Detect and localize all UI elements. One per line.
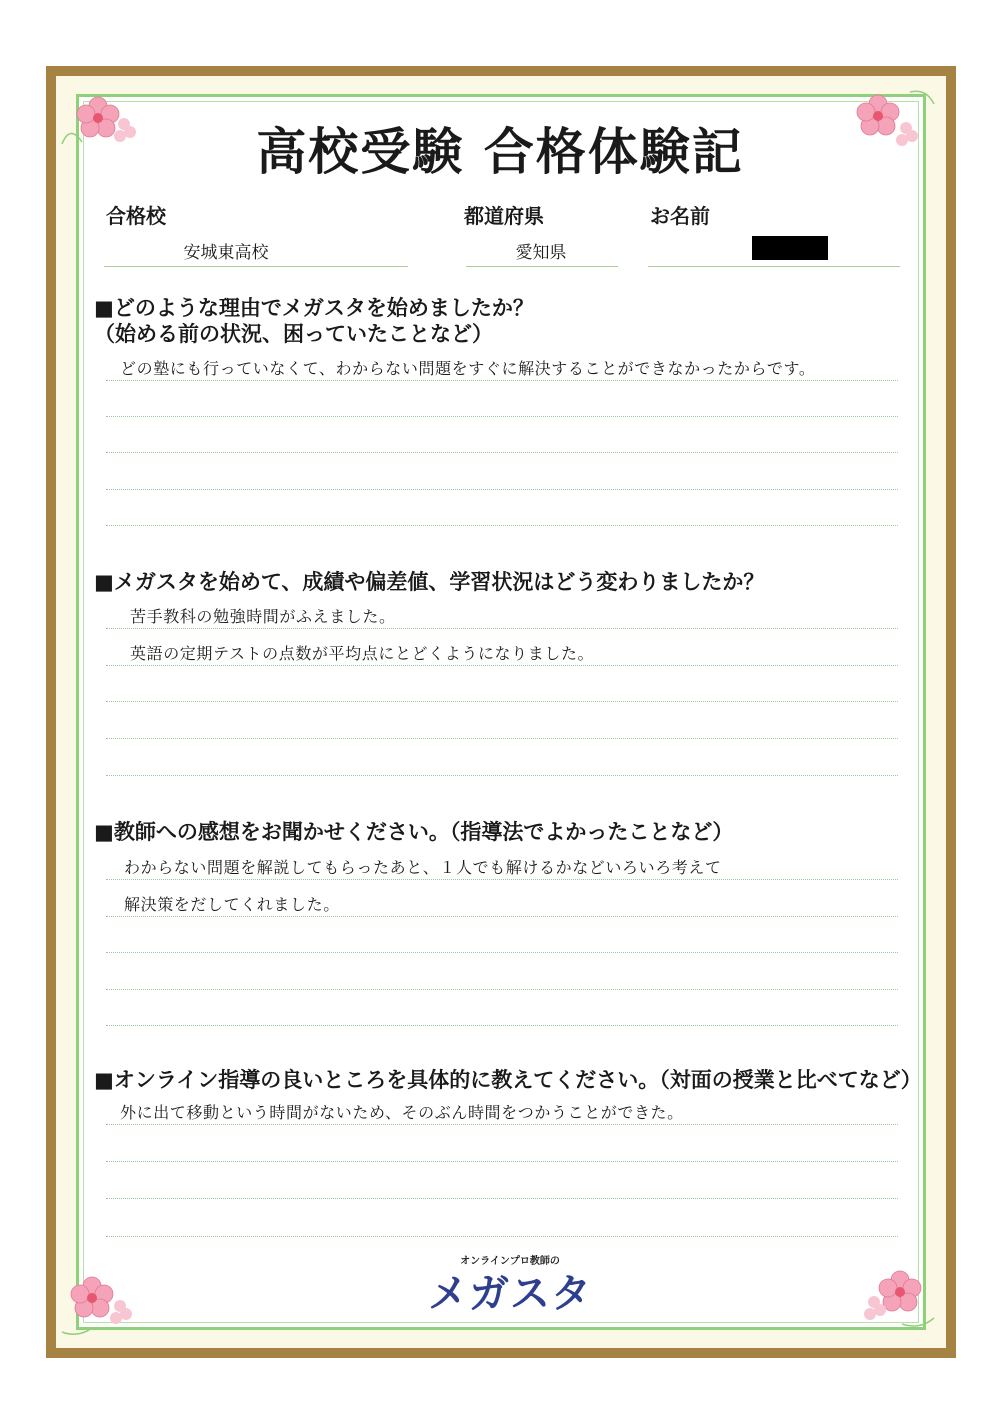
answer-line [106, 380, 898, 381]
school-label: 合格校 [106, 204, 166, 228]
answer-line [106, 628, 898, 629]
prefecture-underline [466, 266, 618, 267]
megasta-logo: メガスタ [428, 1271, 592, 1317]
answer-line [106, 916, 898, 917]
answer-line [106, 489, 898, 490]
answer-line [106, 1025, 898, 1026]
question-1-title: ■どのような理由でメガスタを始めましたか？ [94, 295, 534, 320]
logo-subtitle: オンラインプロ教師の [460, 1256, 560, 1267]
answer-line [106, 1161, 898, 1162]
cherry-blossom-icon [850, 1254, 940, 1334]
answer-2-line-1: 苦手教科の勉強時間がふえました。 [130, 607, 396, 626]
question-4-title: ■オンライン指導の良いところを具体的に教えてください。（対面の授業と比べてなど） [94, 1067, 922, 1092]
page-title: 高校受験 合格体験記 [256, 122, 744, 181]
prefecture-label: 都道府県 [464, 204, 544, 228]
answer-line [106, 701, 898, 702]
answer-line [106, 1124, 898, 1125]
answer-line [106, 1198, 898, 1199]
answer-line [106, 952, 898, 953]
answer-3-line-1: わからない問題を解説してもらったあと、１人でも解けるかなどいろいろ考えて [124, 858, 722, 877]
answer-line [106, 879, 898, 880]
name-underline [648, 266, 900, 267]
answer-4-line-1: 外に出て移動という時間がないため、そのぶん時間をつかうことができた。 [120, 1103, 684, 1122]
answer-line [106, 738, 898, 739]
answer-line [106, 1236, 898, 1237]
answer-2-line-2: 英語の定期テストの点数が平均点にとどくようになりました。 [130, 644, 595, 663]
answer-line [106, 989, 898, 990]
question-2-title: ■メガスタを始めて、成績や偏差値、学習状況はどう変わりましたか？ [94, 569, 765, 594]
answer-line [106, 525, 898, 526]
inner-border [76, 94, 926, 1330]
question-1-subtitle: （始める前の状況、困っていたことなど） [94, 321, 493, 346]
answer-line [106, 665, 898, 666]
school-value: 安城東高校 [183, 243, 269, 263]
cherry-blossom-icon [58, 1262, 148, 1342]
name-label: お名前 [650, 204, 710, 228]
name-redaction [752, 236, 828, 260]
answer-line [106, 452, 898, 453]
answer-1-line-1: どの塾にも行っていなくて、わからない問題をすぐに解決することができなかったからです。 [120, 359, 816, 378]
answer-line [106, 416, 898, 417]
answer-line [106, 775, 898, 776]
question-3-title: ■教師への感想をお聞かせください。（指導法でよかったことなど） [94, 819, 734, 844]
prefecture-value: 愛知県 [515, 243, 567, 263]
school-underline [104, 266, 408, 267]
answer-3-line-2: 解決策をだしてくれました。 [124, 895, 340, 914]
